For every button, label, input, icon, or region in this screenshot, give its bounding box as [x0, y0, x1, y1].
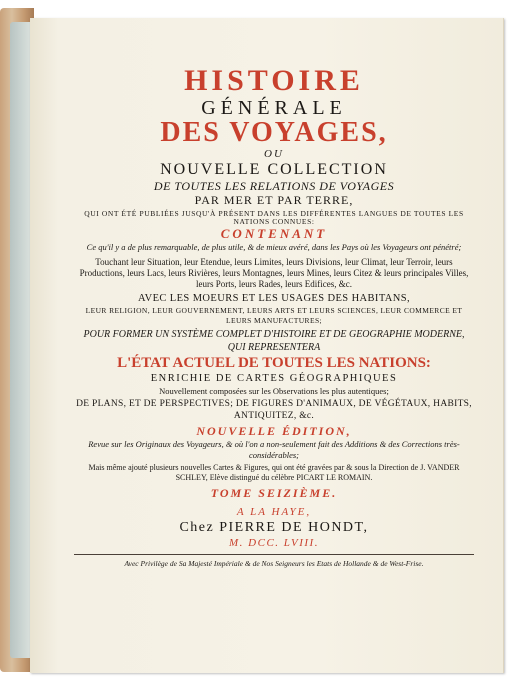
title-page [30, 18, 504, 673]
title-nouvelle-collection: NOUVELLE COLLECTION [160, 161, 388, 178]
imprint-divider [74, 554, 474, 555]
text-touchant: Touchant leur Situation, leur Etendue, leurs Limites, leurs Divisions, leur Climat, leur Terroir, leurs Productions, leurs Lacs, leurs Rivières, leurs Montagnes, leurs Mines, leurs Citez & leurs principales Villes, leurs Ports, leurs Rades, leurs Edifices, &c. [79, 256, 469, 290]
title-relations: DE TOUTES LES RELATIONS DE VOYAGES [153, 179, 395, 193]
text-moeurs: AVEC LES MOEURS ET LES USAGES DES HABITANS, [137, 293, 411, 305]
text-revue: Revue sur les Originaux des Voyageurs, & où l'on a non-seulement fait des Additions & des Corrections très-considérables; [88, 439, 460, 460]
text-remarquable: Ce qu'il y a de plus remarquable, de plus utile, & de mieux avéré, dans les Pays où les Voyageurs ont pénétré; [86, 242, 462, 252]
title-page-text [74, 66, 474, 569]
title-histoire: HISTOIRE [184, 64, 364, 97]
text-contenant: CONTENANT [220, 226, 328, 241]
imprint-date: M. DCC. LVIII. [229, 537, 319, 550]
imprint-publisher: Chez PIERRE DE HONDT, [179, 520, 369, 536]
text-etat-actuel: L'ÉTAT ACTUEL DE TOUTES LES NATIONS: [117, 355, 431, 372]
text-enrichie: ENRICHIE DE CARTES GÉOGRAPHIQUES [150, 373, 398, 385]
text-religion: LEUR RELIGION, LEUR GOUVERNEMENT, LEURS ARTS ET LEURS SCIENCES, LEUR COMMERCE ET LEURS MANUFACTURES; [85, 305, 463, 325]
imprint-privilege: Avec Privilège de Sa Majesté Impériale & de Nos Seigneurs les Etats de Hollande & de West-Frise. [124, 559, 424, 569]
text-composees: Nouvellement composées sur les Observations les plus autentiques; [159, 385, 389, 396]
title-des-voyages: DES VOYAGES, [160, 117, 388, 148]
imprint-a-la-haye: A LA HAYE, [236, 506, 312, 519]
text-mais: Mais même ajouté plusieurs nouvelles Cartes & Figures, qui ont été gravées par & sous la Direction de J. VANDER SCHLEY, Elève distingué du célèbre PICART LE ROMAIN. [88, 463, 460, 483]
text-publiees: QUI ONT ÉTÉ PUBLIÉES JUSQU'À PRÉSENT DANS LES DIFFÉRENTES LANGUES DE TOUTES LES NATIONS CONNUES: [84, 209, 464, 226]
text-nouvelle-edition: NOUVELLE ÉDITION, [196, 424, 352, 439]
title-mer-terre: PAR MER ET PAR TERRE, [194, 193, 354, 207]
text-pour-former: POUR FORMER UN SYSTÈME COMPLET D'HISTOIRE ET DE GEOGRAPHIE MODERNE, QUI REPRESENTERA [83, 329, 465, 353]
text-plans: DE PLANS, ET DE PERSPECTIVES; DE FIGURES D'ANIMAUX, DE VÉGÉTAUX, HABITS, ANTIQUITEZ, &c. [76, 399, 472, 421]
title-generale: GÉNÉRALE [201, 97, 347, 119]
title-ou: OU [264, 148, 284, 160]
text-tome: TOME SEIZIÈME. [210, 486, 338, 501]
